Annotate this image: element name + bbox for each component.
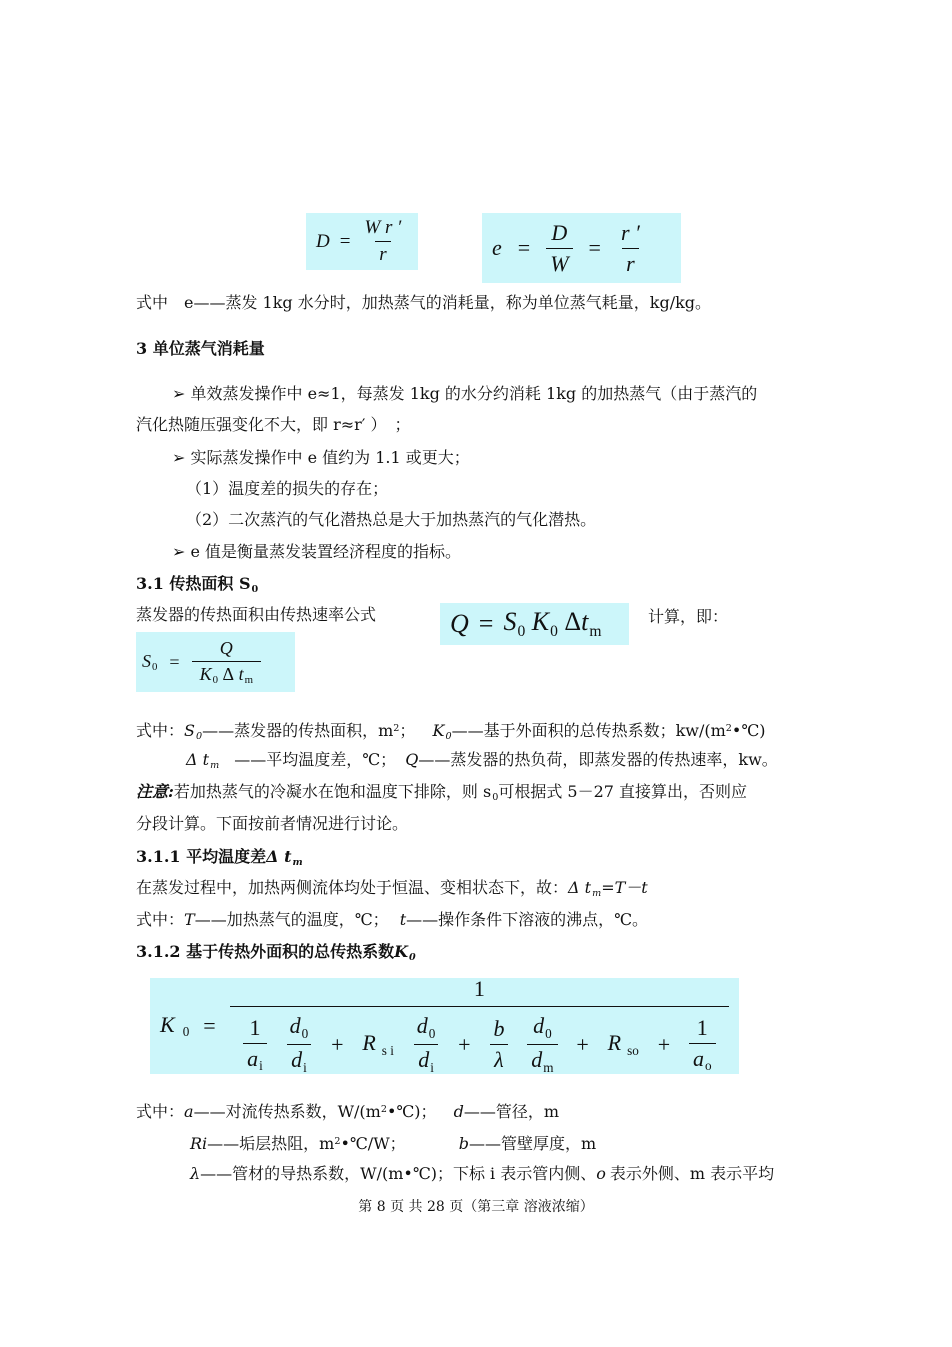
symbol-d: d — [291, 1047, 303, 1072]
subscript: m — [210, 760, 220, 772]
symbol-R: R — [362, 1030, 376, 1056]
symbol-S: S — [184, 720, 195, 740]
subscript: 0 — [152, 661, 158, 674]
formula-eq: = — [478, 609, 494, 638]
formula-numerator: 1 — [473, 976, 485, 1002]
definition-text: ——管材的导热系数，W/(m•℃)；下标 i 表示管内侧、 — [200, 1164, 597, 1183]
symbol-K: K — [199, 663, 212, 684]
note-line — [136, 781, 747, 809]
plus-sign: + — [458, 1031, 471, 1057]
subscript: 0 — [517, 622, 526, 640]
symbol-lambda: λ — [490, 1044, 508, 1073]
formula-heat-area — [136, 632, 295, 692]
symbol-lambda: λ — [190, 1164, 201, 1183]
subscript: 0 — [545, 1026, 552, 1041]
term-3 — [413, 1013, 440, 1075]
symbol-b: b — [493, 1016, 505, 1041]
definition-text: ——基于外面积的总传热系数；kw/(m — [451, 720, 726, 740]
prefix: 式中： — [136, 910, 185, 929]
heading-text: 3.1.2 基于传热外面积的总传热系数 — [136, 942, 395, 961]
heat-area-intro-end: 计算，即： — [648, 607, 729, 626]
superscript: 2 — [380, 1104, 387, 1115]
definition-text: ——蒸发器的热负荷，即蒸发器的传热速率，kw。 — [418, 750, 778, 769]
list-item-1: （1）温度差的损失的存在； — [186, 479, 389, 498]
k-definitions-line-2 — [190, 1131, 596, 1155]
subscript: so — [627, 1042, 639, 1058]
subscript: m — [589, 622, 602, 640]
heading-3-1-sub: 0 — [251, 584, 259, 596]
term-numerator: 1 — [249, 1014, 261, 1040]
note-text: 可根据式 5－27 直接算出，否则应 — [498, 782, 748, 801]
formula-lhs: e — [492, 235, 502, 260]
term-6 — [689, 1015, 716, 1075]
symbol-t: t — [238, 663, 244, 684]
definition-text: ——管壁厚度，m — [469, 1133, 597, 1153]
symbol-S: S — [142, 650, 151, 671]
subscript: 0 — [492, 792, 499, 804]
formula-fraction — [546, 220, 572, 277]
plus-sign: + — [576, 1031, 589, 1057]
bullet-2 — [172, 447, 470, 469]
symbol-S: S — [503, 607, 517, 637]
prefix: 式中： — [136, 1101, 185, 1121]
formula-denominator: r — [622, 248, 639, 277]
definition-text: ——垢层热阻，m — [207, 1133, 335, 1153]
definition-text: •℃/W； — [340, 1133, 406, 1153]
bullet-3 — [172, 541, 461, 563]
term-denominator — [243, 1043, 267, 1075]
heading-3-1-text: 3.1 传热面积 S — [136, 574, 251, 593]
subscript: 0 — [212, 674, 218, 687]
formula-lhs: D — [316, 230, 330, 252]
definition-text: ——管径，m — [463, 1101, 560, 1121]
term-numerator — [413, 1013, 440, 1044]
page-footer: 第 8 页 共 28 页（第三章 溶液浓缩） — [358, 1199, 594, 1215]
bullet-arrow-icon: ➢ — [172, 542, 186, 561]
formula-main-fraction — [230, 976, 729, 1075]
formula-eq: = — [169, 651, 180, 672]
formula-overall-heat-transfer-coefficient — [150, 978, 739, 1074]
bullet-arrow-icon: ➢ — [172, 448, 186, 467]
symbol-d: d — [531, 1047, 543, 1072]
subscript: s i — [381, 1042, 394, 1058]
heading-3-1-1 — [136, 846, 303, 874]
subscript: o — [704, 1058, 712, 1074]
superscript: 2 — [393, 723, 400, 734]
superscript: 2 — [725, 723, 732, 734]
formula-fraction — [192, 638, 261, 687]
symbol-d: d — [416, 1013, 428, 1039]
term-2 — [286, 1013, 313, 1075]
plus-sign: + — [657, 1031, 671, 1057]
formula-denominator — [192, 661, 261, 687]
symbol-d: d — [418, 1047, 430, 1072]
formula-numerator: Q — [219, 637, 233, 658]
definition-line-2 — [186, 749, 778, 777]
bullet-1 — [172, 383, 757, 405]
formula-denominator: r — [375, 241, 390, 266]
subscript: 0 — [550, 622, 558, 640]
term-numerator — [529, 1013, 556, 1044]
k-definitions-line-1 — [136, 1099, 559, 1123]
mean-temp-definitions — [136, 909, 648, 931]
note-continuation: 分段计算。下面按前者情况进行讨论。 — [136, 814, 409, 833]
symbol-d: d — [453, 1101, 464, 1121]
superscript: 2 — [334, 1136, 341, 1147]
symbol-K: K — [432, 720, 445, 740]
formula-fraction — [360, 217, 405, 266]
formula-eq: = — [517, 235, 531, 260]
formula-denominator — [230, 1006, 729, 1075]
formula-eq: = — [339, 230, 351, 252]
note-text: 若加热蒸气的冷凝水在饱和温度下排除，则 s — [173, 782, 492, 801]
definition-text: •℃) — [731, 720, 766, 740]
formula-denominator: W — [546, 248, 572, 277]
term-numerator: 1 — [696, 1014, 708, 1040]
term-1 — [243, 1015, 267, 1075]
symbol-delta-t: Δ t — [266, 847, 292, 866]
bullet-3-text: e 值是衡量蒸发装置经济程度的指标。 — [190, 542, 462, 561]
term-denominator — [689, 1043, 716, 1075]
formula-heat-rate — [440, 603, 629, 645]
heading-3-1 — [136, 573, 258, 601]
term-R-si — [362, 1030, 394, 1059]
definition-text: ——平均温度差，℃； — [234, 750, 397, 769]
subscript: i — [430, 1059, 434, 1075]
term-R-so — [608, 1030, 639, 1059]
body-text: 在蒸发过程中，加热两侧流体均处于恒温、变相状态下，故： — [136, 878, 569, 897]
subscript: m — [292, 857, 303, 869]
formula-lhs: Q — [450, 609, 469, 638]
symbol-delta: Δ — [564, 607, 582, 637]
heading-3-1-2 — [136, 941, 416, 969]
definition-text: 表示外侧、m 表示平均 — [609, 1164, 775, 1183]
symbol-Q: Q — [405, 750, 419, 769]
symbol-K: K — [394, 942, 409, 961]
bullet-2-text: 实际蒸发操作中 e 值约为 1.1 或更大； — [190, 448, 470, 467]
formula-fraction — [617, 220, 644, 277]
definition-line-1 — [136, 718, 765, 748]
symbol-b: b — [458, 1133, 469, 1153]
subscript: 0 — [409, 952, 416, 964]
symbol-o: o — [596, 1164, 606, 1183]
heading-3: 3 单位蒸气消耗量 — [136, 339, 265, 358]
symbol-Ri: Ri — [190, 1133, 208, 1153]
formula-steam-consumption — [306, 213, 418, 270]
formula-unit-steam-consumption — [482, 213, 681, 283]
subscript: i — [303, 1059, 307, 1075]
formula-lhs — [142, 651, 157, 674]
symbol-K: K — [160, 1011, 175, 1037]
mean-temp-line — [136, 877, 648, 905]
definition-text: ——加热蒸气的温度，℃； — [194, 910, 389, 929]
prefix: 式中： — [136, 720, 185, 740]
symbol-delta-t: Δ t — [568, 878, 592, 897]
symbol-K: K — [531, 607, 550, 637]
symbol-t: t — [399, 910, 407, 929]
subscript: 0 — [182, 1024, 190, 1040]
symbol-t: t — [581, 607, 589, 637]
symbol-T: T — [184, 910, 195, 929]
symbol-a: a — [184, 1101, 194, 1121]
subscript: 0 — [195, 731, 203, 743]
symbol-d: d — [533, 1013, 545, 1039]
list-item-2: （2）二次蒸汽的气化潜热总是大于加热蒸汽的气化潜热。 — [186, 510, 597, 529]
symbol-a: a — [247, 1045, 259, 1071]
formula-eq: = — [203, 1013, 216, 1038]
term-denominator — [287, 1044, 311, 1076]
formula-numerator: W r ′ — [364, 217, 402, 238]
subscript: m — [592, 888, 602, 900]
subscript: i — [259, 1058, 263, 1074]
bullet-1-text: 单效蒸发操作中 e≈1，每蒸发 1kg 的水分约消耗 1kg 的加热蒸气（由于蒸汽的 — [190, 384, 758, 403]
subscript: 0 — [301, 1026, 309, 1041]
symbol-a: a — [692, 1045, 704, 1071]
subscript: m — [244, 674, 253, 687]
formula-lhs — [160, 1012, 189, 1041]
symbol-delta: Δ — [222, 663, 235, 684]
term-denominator — [527, 1044, 557, 1076]
bullet-1-continuation: 汽化热随压强变化不大，即 r≈r′ ） ； — [136, 415, 411, 434]
formula-numerator: r ′ — [620, 219, 640, 245]
term-4 — [489, 1016, 508, 1073]
plus-sign: + — [331, 1031, 344, 1057]
e-definition: 式中 e——蒸发 1kg 水分时，加热蒸气的消耗量，称为单位蒸气耗量，kg/kg。 — [136, 293, 712, 312]
definition-text: ——操作条件下溶液的沸点，℃。 — [406, 910, 649, 929]
definition-text: ——对流传热系数，W/(m — [193, 1101, 381, 1121]
note-label: 注意: — [136, 782, 174, 801]
definition-text: ——蒸发器的传热面积，m — [202, 720, 394, 740]
formula-eq: = — [588, 235, 601, 260]
k-definitions-line-3 — [190, 1163, 774, 1185]
symbol-d: d — [289, 1013, 301, 1039]
formula-rhs — [503, 607, 601, 640]
equation-text: =T－t — [601, 878, 648, 897]
symbol-R: R — [607, 1030, 622, 1056]
term-denominator — [414, 1044, 438, 1076]
term-5 — [527, 1013, 557, 1075]
formula-numerator: D — [551, 219, 568, 245]
subscript: m — [543, 1059, 554, 1075]
separator: ； — [399, 720, 416, 740]
heat-area-intro: 蒸发器的传热面积由传热速率公式 — [136, 605, 377, 624]
subscript: 0 — [428, 1026, 436, 1041]
term-numerator — [286, 1013, 313, 1044]
definition-text: •℃)； — [386, 1101, 437, 1121]
heading-text: 3.1.1 平均温度差 — [136, 847, 267, 866]
subscript: 0 — [445, 731, 452, 743]
bullet-arrow-icon: ➢ — [172, 384, 186, 403]
symbol-delta-t: Δ t — [186, 750, 210, 769]
